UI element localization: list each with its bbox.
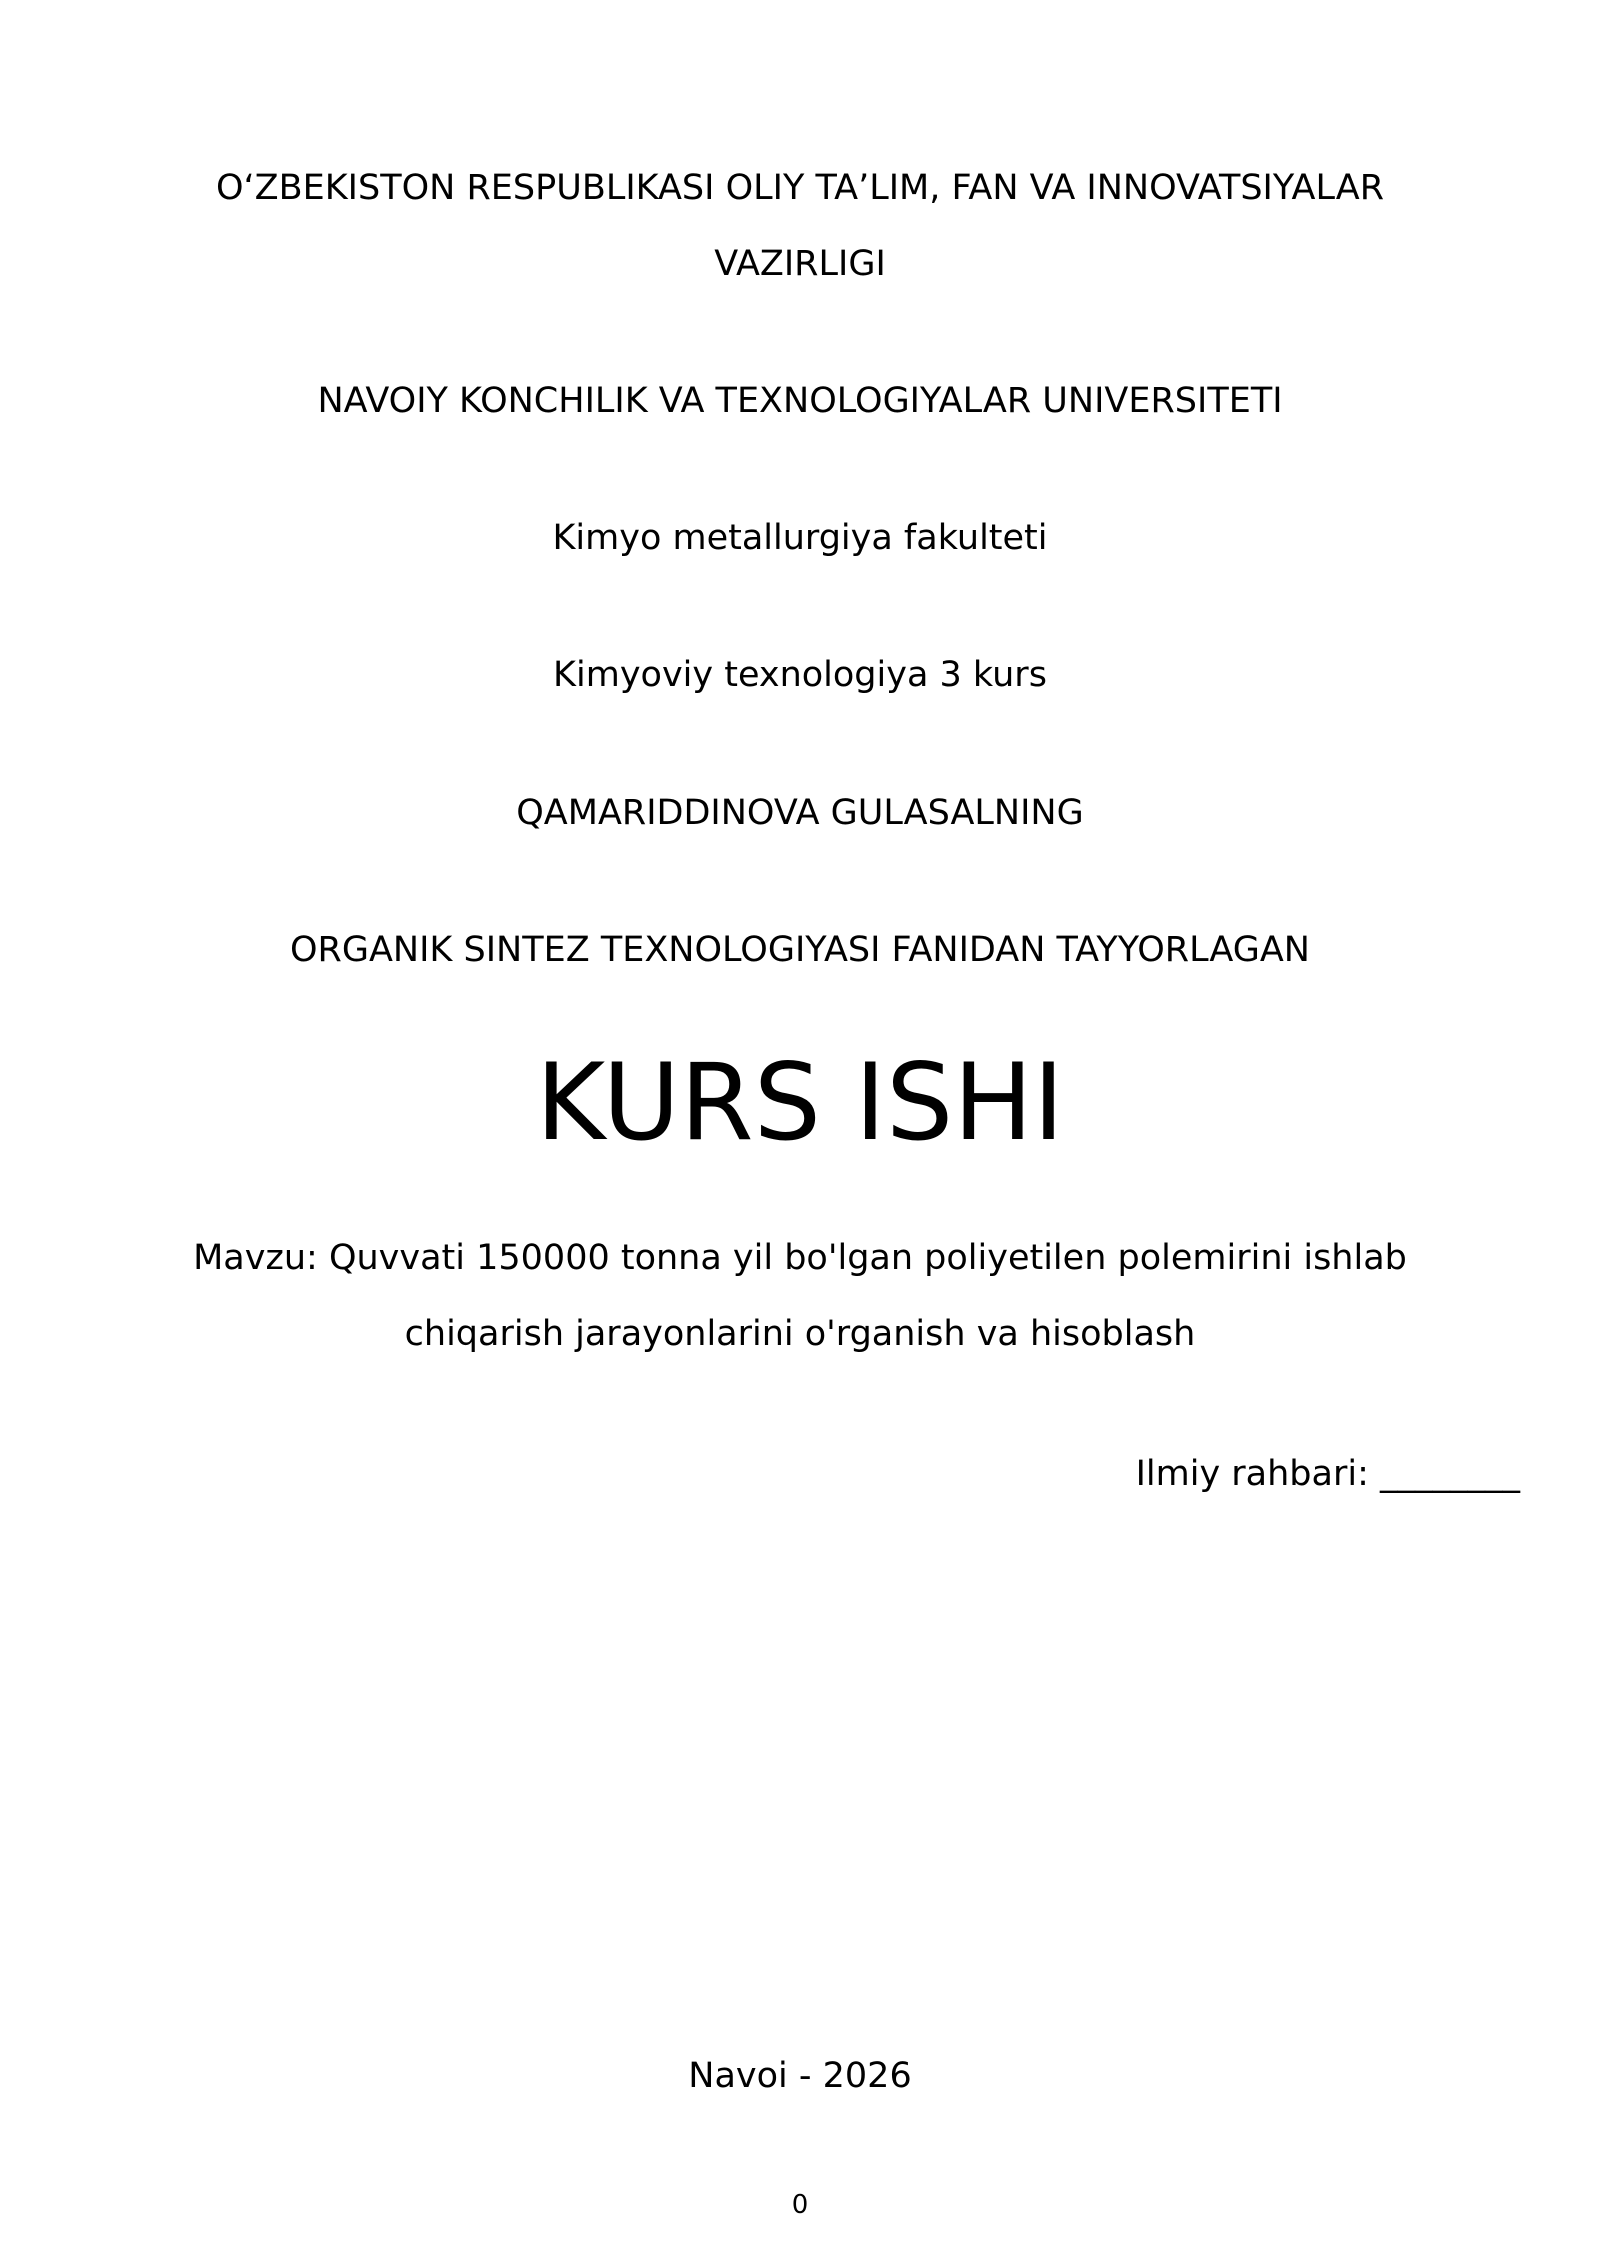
course-info: Kimyoviy texnologiya 3 kurs: [553, 655, 1047, 695]
ministry-name: [100, 150, 1500, 302]
university-name: NAVOIY KONCHILIK VA TEXNOLOGIYALAR UNIVERSITETI: [317, 381, 1283, 421]
ministry-line-2: VAZIRLIGI: [714, 244, 886, 284]
subject-line: ORGANIK SINTEZ TEXNOLOGIYASI FANIDAN TAYYORLAGAN: [290, 930, 1310, 970]
document-title: KURS ISHI: [535, 1041, 1065, 1164]
faculty-name: Kimyo metallurgiya fakulteti: [552, 518, 1048, 558]
topic: [100, 1220, 1500, 1372]
topic-line-1: Mavzu: Quvvati 150000 tonna yil bo'lgan poliyetilen polemirini ishlab: [193, 1238, 1407, 1278]
city-year: Navoi - 2026: [688, 2056, 912, 2096]
page-number: 0: [791, 2190, 809, 2220]
ministry-line-1: O‘ZBEKISTON RESPUBLIKASI OLIY TA’LIM, FAN VA INNOVATSIYALAR: [215, 168, 1385, 208]
supervisor-field: Ilmiy rahbari: ________: [1135, 1454, 1520, 1494]
topic-line-2: chiqarish jarayonlarini o'rganish va hisoblash: [404, 1314, 1196, 1354]
student-name: QAMARIDDINOVA GULASALNING: [516, 793, 1084, 833]
